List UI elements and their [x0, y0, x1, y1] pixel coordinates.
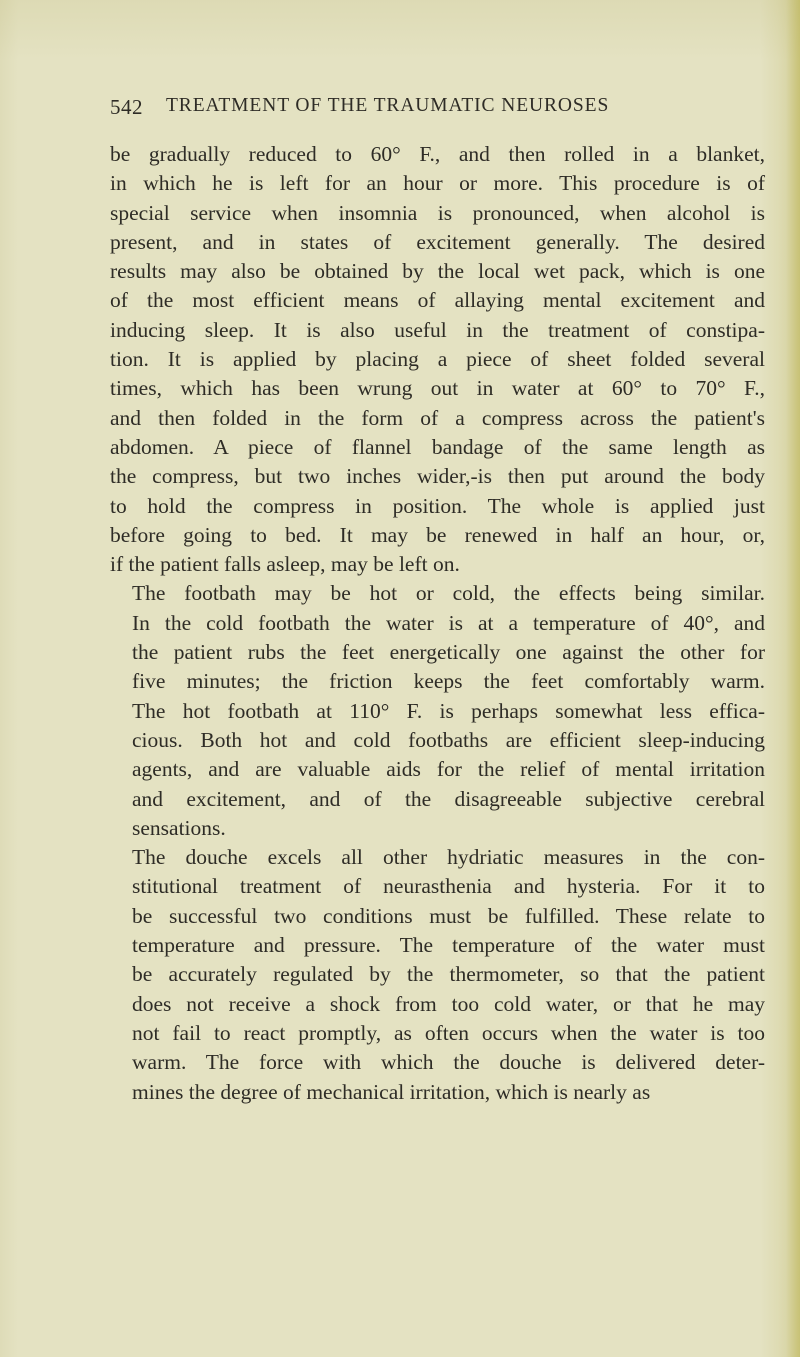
text-line: be gradually reduced to 60° F., and then rolled in a blanket,: [110, 142, 765, 166]
text-line: the patient rubs the feet energetically one against the other for: [132, 640, 765, 665]
running-head: [110, 95, 730, 125]
text-line: abdomen. A piece of flannel bandage of the same length as: [110, 434, 765, 459]
text-line: present, and in states of excitement generally. The desired: [110, 229, 765, 254]
text-line: tion. It is applied by placing a piece of sheet folded several: [110, 347, 765, 372]
text-line: times, which has been wrung out in water at 60° to 70° F.,: [110, 376, 765, 401]
text-line: inducing sleep. It is also useful in the treatment of constipa-: [110, 317, 765, 342]
text-line: The footbath may be hot or cold, the effects being similar.: [132, 581, 765, 606]
paragraph: [110, 579, 765, 843]
text-line: in which he is left for an hour or more. This procedure is of: [110, 171, 765, 196]
running-head-title: TREATMENT OF THE TRAUMATIC NEUROSES: [166, 95, 610, 116]
text-line: and then folded in the form of a compress across the patient's: [110, 405, 765, 430]
text-line: and excitement, and of the disagreeable subjective cerebral: [132, 786, 765, 811]
text-line: special service when insomnia is pronounced, when alcohol is: [110, 200, 765, 225]
text-line: five minutes; the friction keeps the feet comfortably warm.: [132, 669, 765, 694]
text-line: agents, and are valuable aids for the relief of mental irritation: [132, 757, 765, 782]
text-line: The douche excels all other hydriatic measures in the con-: [132, 845, 765, 870]
text-line: warm. The force with which the douche is delivered deter-: [132, 1050, 765, 1075]
text-line: The hot footbath at 110° F. is perhaps somewhat less effica-: [132, 698, 765, 723]
text-line: to hold the compress in position. The whole is applied just: [110, 493, 765, 518]
text-line: stitutional treatment of neurasthenia and hysteria. For it to: [132, 874, 765, 899]
text-line: In the cold footbath the water is at a temperature of 40°, and: [132, 610, 765, 635]
page-edge-shading: [786, 0, 800, 1357]
text-line: does not receive a shock from too cold water, or that he may: [132, 991, 765, 1016]
text-line: temperature and pressure. The temperature of the water must: [132, 933, 765, 958]
page-number: 542: [110, 95, 143, 119]
paragraph: [110, 843, 765, 1107]
text-line: be accurately regulated by the thermometer, so that the patient: [132, 962, 765, 987]
paragraph: [110, 140, 765, 579]
text-line: the compress, but two inches wider,-is then put around the body: [110, 464, 765, 489]
text-line: if the patient falls asleep, may be left on.: [110, 552, 460, 577]
text-line: mines the degree of mechanical irritation, which is nearly as: [132, 1079, 651, 1104]
body-text: [110, 140, 765, 1107]
text-line: of the most efficient means of allaying mental excitement and: [110, 288, 765, 313]
text-line: sensations.: [132, 815, 226, 840]
text-line: results may also be obtained by the local wet pack, which is one: [110, 259, 765, 284]
text-line: not fail to react promptly, as often occurs when the water is too: [132, 1020, 765, 1045]
text-line: cious. Both hot and cold footbaths are efficient sleep-inducing: [132, 727, 765, 752]
text-line: be successful two conditions must be fulfilled. These relate to: [132, 903, 765, 928]
text-line: before going to bed. It may be renewed in half an hour, or,: [110, 522, 765, 547]
